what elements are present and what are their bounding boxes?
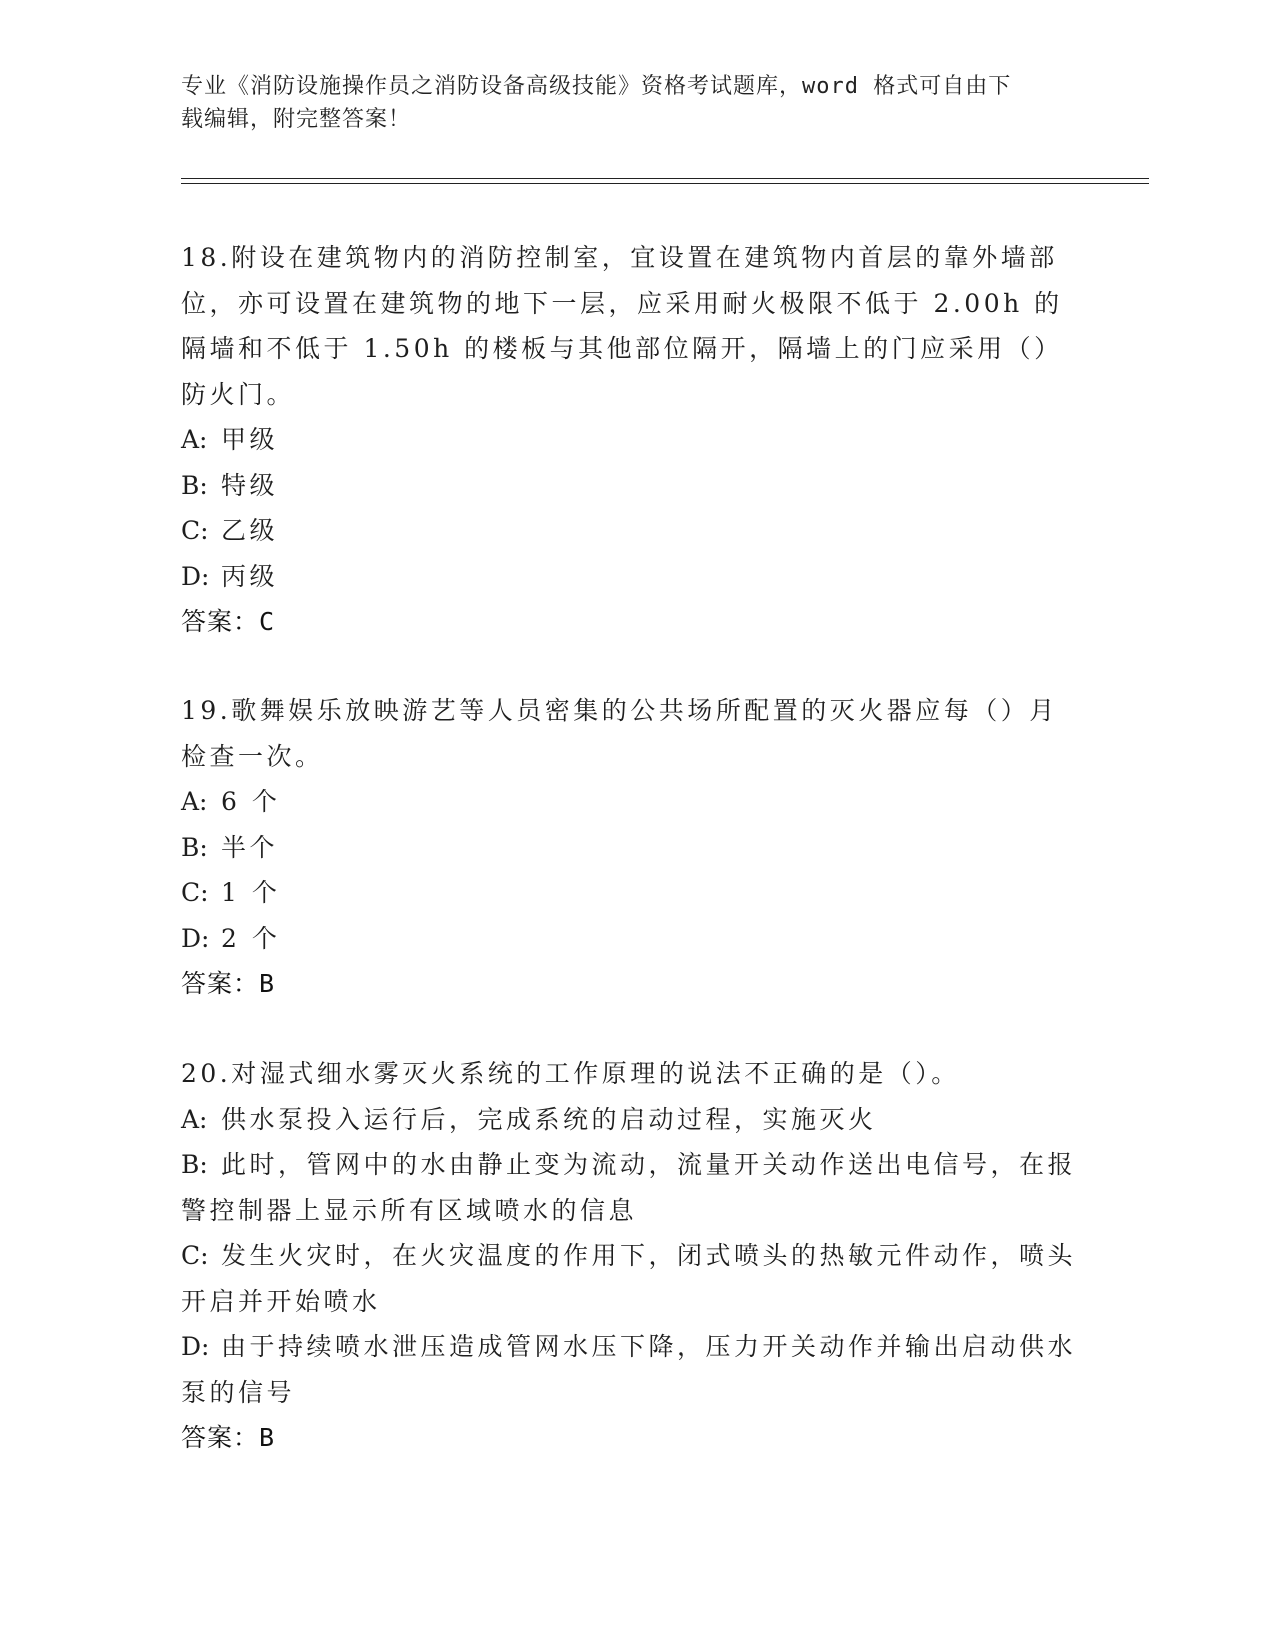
header-intro-line-2: 载编辑，附完整答案！: [181, 107, 412, 132]
option-d: [181, 1324, 1081, 1415]
option-letter: C:: [181, 878, 209, 907]
option-letter: D:: [181, 923, 210, 953]
question-19: [181, 688, 1081, 1007]
answer-line: 答案：B: [181, 1423, 276, 1452]
header-divider-top: [181, 178, 1149, 179]
option-letter: C:: [181, 1241, 209, 1270]
option-b: [181, 463, 1081, 509]
option-b: [181, 1142, 1081, 1233]
question-stem: 19.歌舞娱乐放映游艺等人员密集的公共场所配置的灭火器应每（）月检查一次。: [181, 696, 1058, 771]
option-letter: A:: [181, 1104, 208, 1134]
option-text: 此时，管网中的水由静止变为流动，流量开关动作送出电信号，在报警控制器上显示所有区域喷水的信息: [181, 1150, 1077, 1225]
option-text: 6 个: [221, 787, 281, 816]
option-text: 特级: [221, 470, 279, 500]
question-20: [181, 1051, 1081, 1461]
option-text: 发生火灾时，在火灾温度的作用下，闭式喷头的热敏元件动作，喷头开启并开始喷水: [181, 1241, 1077, 1316]
option-letter: A:: [181, 787, 208, 816]
option-text: 由于持续喷水泄压造成管网水压下降，压力开关动作并输出启动供水泵的信号: [181, 1332, 1077, 1407]
option-text: 半个: [221, 832, 279, 862]
header-divider-bottom: [181, 183, 1149, 184]
option-text: 乙级: [221, 516, 279, 545]
option-a: [181, 1097, 1081, 1143]
option-letter: B:: [181, 832, 208, 862]
option-letter: B:: [181, 470, 208, 500]
option-b: [181, 825, 1081, 871]
option-letter: B:: [181, 1150, 208, 1179]
header-intro-line-1: 专业《消防设施操作员之消防设备高级技能》资格考试题库，word 格式可自由下: [181, 74, 1012, 99]
option-text: 1 个: [221, 878, 281, 907]
question-stem: 20.对湿式细水雾灭火系统的工作原理的说法不正确的是（）。: [181, 1059, 960, 1088]
option-letter: C:: [181, 516, 209, 545]
option-c: [181, 1233, 1081, 1324]
question-stem: 18.附设在建筑物内的消防控制室，宜设置在建筑物内首层的靠外墙部位，亦可设置在建筑物的地下一层，应采用耐火极限不低于 2.00h 的隔墙和不低于 1.50h 的楼板与其他部位隔开，隔墙上的门应采用（）防火门。: [181, 243, 1063, 409]
option-c: [181, 508, 1081, 554]
option-c: [181, 870, 1081, 916]
option-d: [181, 554, 1081, 600]
option-text: 供水泵投入运行后，完成系统的启动过程，实施灭火: [221, 1104, 877, 1134]
question-18: [181, 235, 1081, 645]
option-a: [181, 417, 1081, 463]
option-d: [181, 916, 1081, 962]
option-text: 2 个: [221, 923, 281, 953]
document-header: [181, 70, 1051, 136]
answer-line: 答案：C: [181, 607, 276, 636]
option-text: 甲级: [221, 425, 279, 454]
option-letter: A:: [181, 425, 208, 454]
answer-line: 答案：B: [181, 969, 276, 998]
option-letter: D:: [181, 561, 210, 591]
option-text: 丙级: [221, 561, 279, 591]
option-letter: D:: [181, 1332, 210, 1361]
option-a: [181, 779, 1081, 825]
